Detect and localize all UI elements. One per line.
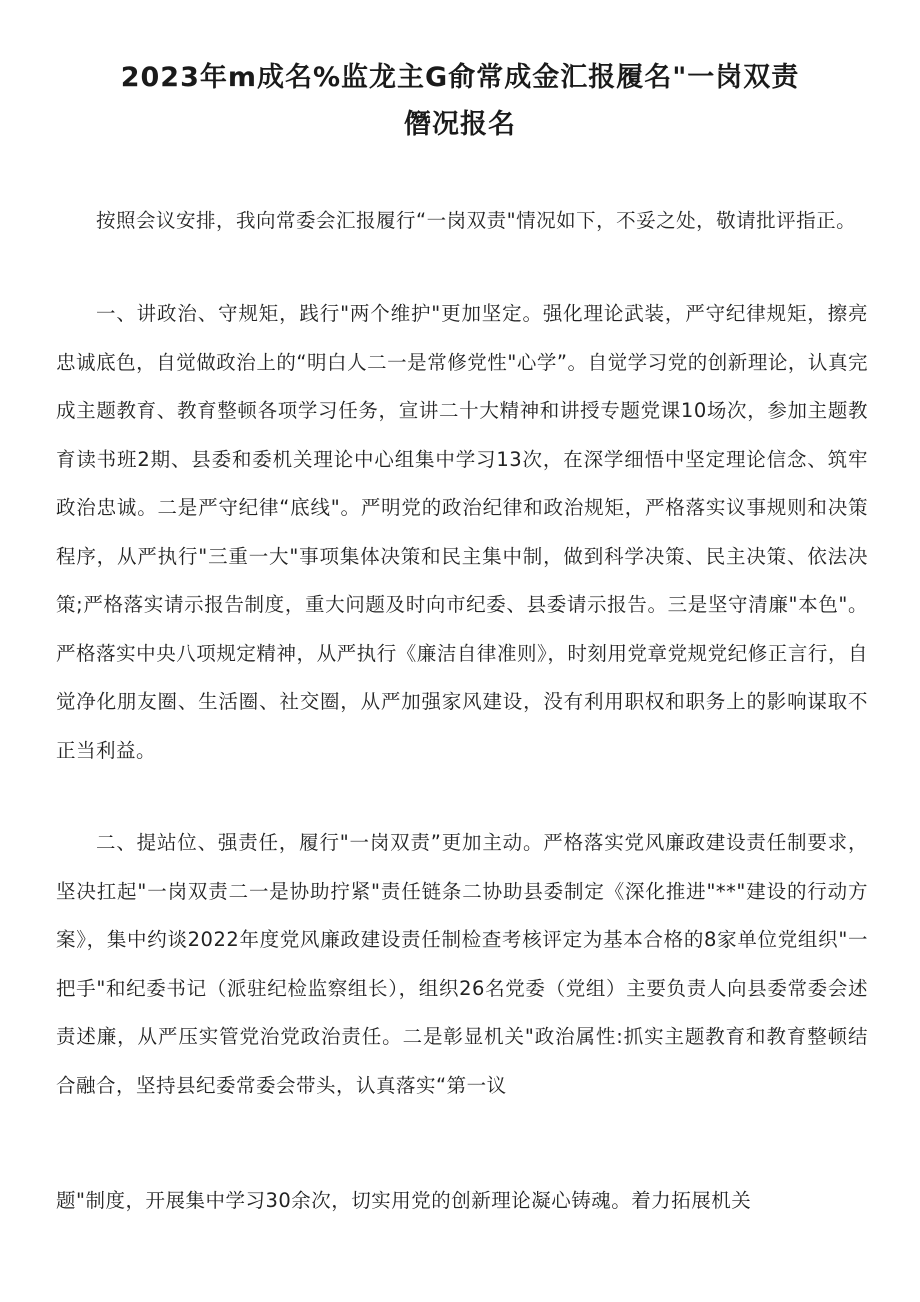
paragraph-continuation: 题"制度，开展集中学习30余次，切实用党的创新理论凝心铸魂。着力拓展机关 — [56, 1189, 752, 1212]
paragraph-intro: 按照会议安排，我向常委会汇报履行“一岗双责"情况如下，不妥之处，敬请批评指正。 — [96, 209, 857, 232]
paragraph-section-1: 一、讲政治、守规矩，践行"两个维护"更加坚定。强化理论武装，严守纪律规矩，擦亮忠诚底色，自觉做政治上的“明白人二一是常修党性"心学”。自觉学习党的创新理论，认真完成主题教育、教育整顿各项学习任务，宣讲二十大精神和讲授专题党课10场次，参加主题教育读书班2期、县委和委机关理论中心组集中学习13次，在深学细悟中坚定理论信念、筑牢政治忠诚。二是严守纪律“底线"。严明党的政治纪律和政治规矩，严格落实议事规则和决策程序，从严执行"三重一大"事项集体决策和民主集中制，做到科学决策、民主决策、依法决策;严格落实请示报告制度，重大问题及时向市纪委、县委请示报告。三是坚守清廉"本色"。严格落实中央八项规定精神，从严执行《廉洁自律准则》，时刻用党章党规党纪修正言行，自觉净化朋友圈、生活圈、社交圈，从严加强家风建设，没有利用职权和职务上的影响谋取不正当利益。 — [56, 302, 868, 762]
document-title-line-1: 2023年m成名%监龙主G俞常成金汇报履名"一岗双责 — [120, 62, 800, 93]
document-title-line-2: 僭况报名 — [404, 109, 516, 140]
paragraph-section-2: 二、提站位、强责任，履行"一岗双责”更加主动。严格落实党风廉政建设责任制要求，坚决扛起"一岗双责二一是协助拧紧"责任链条二协助县委制定《深化推进"**"建设的行动方案》，集中约谈2022年度党风廉政建设责任制检查考核评定为基本合格的8家单位党组织"一把手"和纪委书记（派驻纪检监察组长），组织26名党委（党组）主要负责人向县委常委会述责述廉，从严压实管党治党政治责任。二是彰显机关"政治属性:抓实主题教育和教育整顿结合融合，坚持县纪委常委会带头，认真落实“第一议 — [56, 831, 868, 1097]
